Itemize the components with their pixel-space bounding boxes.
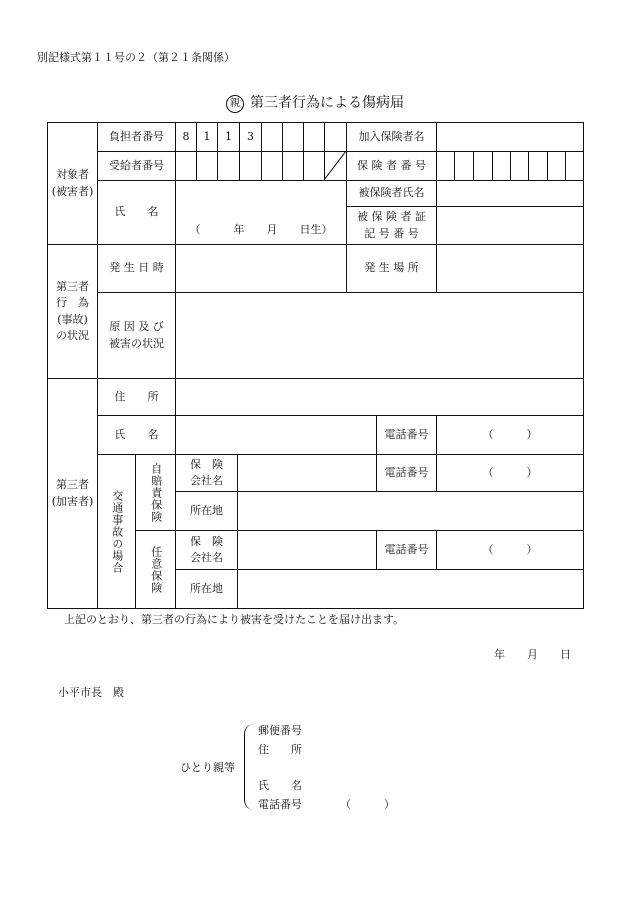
burden-digit[interactable]: 3 <box>247 129 254 143</box>
burden-digit[interactable]: 1 <box>203 129 211 143</box>
digit-divider <box>282 122 283 180</box>
third-party-section-label: 第三者 (加害者) <box>51 478 94 508</box>
phone-value[interactable]: （ ） <box>482 427 538 441</box>
datetime-label: 発 生 日 時 <box>109 261 164 275</box>
form-number: 別記様式第１１号の２（第２１条関係） <box>37 51 235 64</box>
digit-divider <box>303 122 304 180</box>
col-divider <box>237 454 238 609</box>
declaration-statement: 上記のとおり、第三者の行為により被害を受けたことを届け出ます。 <box>64 613 405 626</box>
victim-section-label: 対象者 (被害者) <box>51 168 94 198</box>
recipient-number-label: 受給者番号 <box>109 158 164 172</box>
insurance-company-label: 保 険 会社名 <box>190 457 223 487</box>
applicant-address-label: 住 所 <box>258 743 302 756</box>
burden-number-label: 負担者番号 <box>109 129 164 143</box>
voluntary-insurance-label: 任意保険 <box>149 545 163 594</box>
applicant-name-label: 氏 名 <box>258 779 302 792</box>
burden-digit[interactable]: 8 <box>182 129 190 143</box>
birth-date-line[interactable]: （ 年 月 日生） <box>189 222 333 236</box>
declaration-date[interactable]: 年 月 日 <box>494 648 571 661</box>
third-party-address-label: 住 所 <box>114 389 159 403</box>
insurance-company-label: 保 険 会社名 <box>190 534 223 564</box>
insured-card-label: 被 保 険 者 証 記 号 番 号 <box>357 210 426 240</box>
incident-section-label: 第三者 行 為 (事故) の状況 <box>56 279 89 342</box>
title-text: 第三者行為による傷病届 <box>250 95 404 111</box>
applicant-label: ひとり親等 <box>180 761 235 774</box>
compulsory-insurance-label: 自賠責保険 <box>149 462 163 523</box>
location-label: 所在地 <box>190 581 223 595</box>
applicant-brace <box>244 724 255 810</box>
digit-divider <box>565 151 566 180</box>
digit-divider <box>528 151 529 180</box>
location-label: 所在地 <box>190 503 223 517</box>
phone-label: 電話番号 <box>384 542 429 556</box>
third-party-name-label: 氏 名 <box>114 427 159 441</box>
insurer-name-label: 加入保険者名 <box>358 129 425 143</box>
col-divider <box>436 244 437 292</box>
table-bottom-border <box>47 608 584 609</box>
burden-digit[interactable]: 1 <box>225 129 232 143</box>
digit-divider <box>454 151 455 180</box>
phone-label: 電話番号 <box>384 427 429 441</box>
insured-person-label: 被保険者氏名 <box>358 186 425 200</box>
applicant-phone-label: 電話番号 <box>258 798 302 811</box>
form-title <box>0 92 630 113</box>
table-right-border <box>583 122 584 609</box>
col-divider <box>436 122 437 244</box>
place-label: 発 生 場 所 <box>364 261 419 275</box>
traffic-accident-label: 交通事故の場合 <box>110 489 124 574</box>
digit-divider <box>261 122 262 180</box>
void-slash <box>324 151 346 180</box>
phone-label: 電話番号 <box>384 465 429 479</box>
digit-divider <box>492 151 493 180</box>
applicant-phone-value[interactable]: （ ） <box>340 798 395 811</box>
addressee: 小平市長 殿 <box>58 686 124 699</box>
insurer-number-label: 保 険 者 番 号 <box>357 158 426 172</box>
phone-value[interactable]: （ ） <box>482 465 538 479</box>
postal-code-label: 郵便番号 <box>258 724 302 737</box>
parent-seal-mark: 親 <box>226 95 244 113</box>
phone-value[interactable]: （ ） <box>482 542 538 556</box>
digit-divider <box>547 151 548 180</box>
cause-label: 原 因 及 び 被害の状況 <box>109 320 164 350</box>
digit-divider <box>473 151 474 180</box>
digit-divider <box>510 151 511 180</box>
victim-name-label: 氏 名 <box>114 205 159 219</box>
